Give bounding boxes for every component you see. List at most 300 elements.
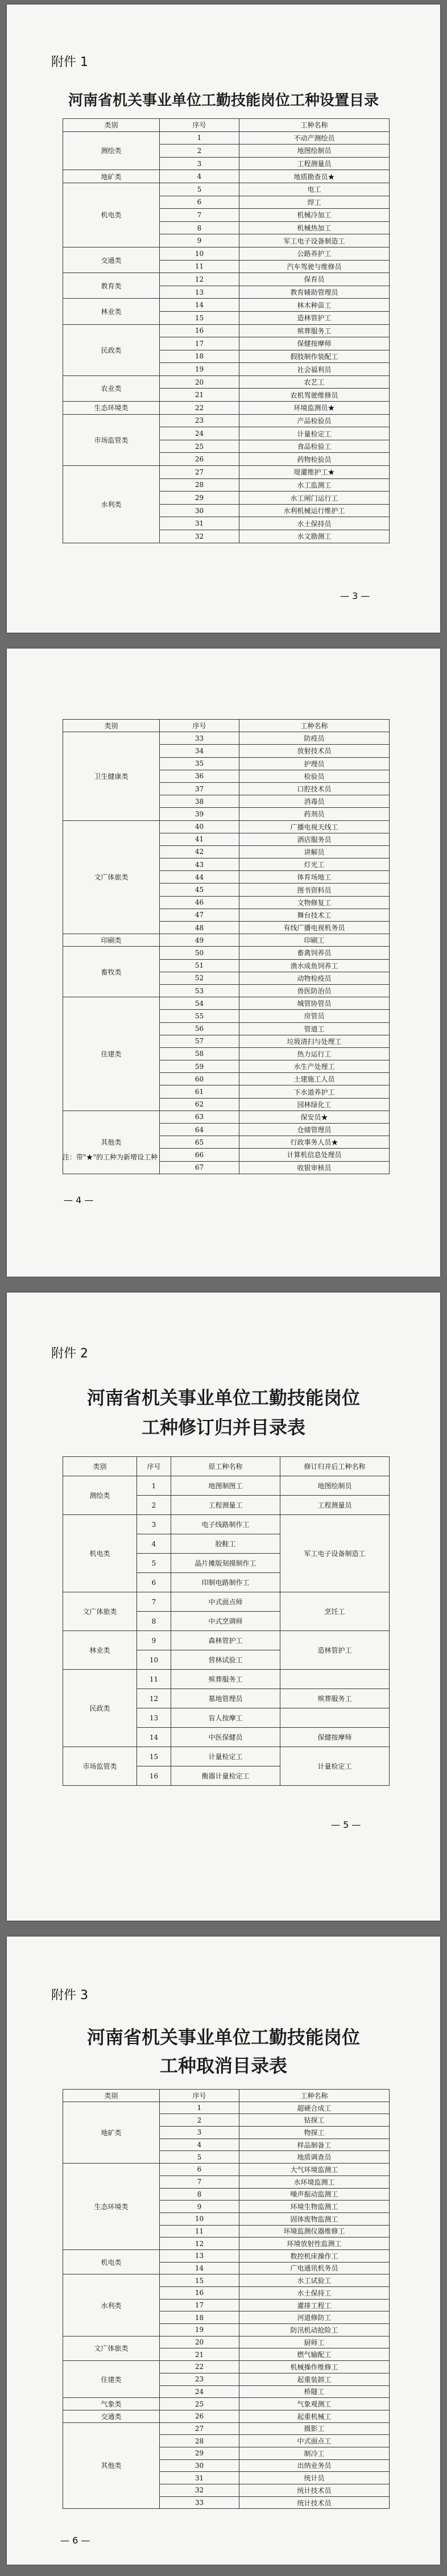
job-name-cell: 电子线路制作工 [171, 1515, 280, 1534]
category-cell: 教育类 [63, 273, 160, 299]
serial-number-cell: 6 [137, 1573, 171, 1592]
job-name-cell: 灌排工程工 [239, 2299, 390, 2311]
table-row [63, 2274, 390, 2287]
job-name-cell: 有线广播电视机务员 [239, 922, 390, 934]
serial-number-cell: 24 [160, 2385, 239, 2398]
serial-number-cell: 13 [160, 2249, 239, 2262]
job-name-cell: 殡葬服务工 [239, 324, 390, 337]
column-header: 工种名称 [239, 720, 390, 732]
serial-number-cell: 5 [160, 183, 239, 196]
serial-number-cell: 55 [160, 1010, 239, 1022]
job-name-cell: 造林管护工 [239, 311, 390, 324]
attachment-label: 附件 2 [51, 1347, 88, 1361]
serial-number-cell: 18 [160, 350, 239, 363]
job-name-cell: 晶片摊版刻摸制作工 [171, 1554, 280, 1573]
job-name-cell: 计量检定工 [239, 427, 390, 440]
job-name-cell: 防汛机动抢险工 [239, 2324, 390, 2336]
page-title-line-2: 工种修订归并目录表 [141, 1417, 305, 1438]
serial-number-cell: 39 [160, 808, 239, 820]
serial-number-cell: 28 [160, 2435, 239, 2447]
table-row [63, 131, 390, 145]
job-name-cell: 农艺工 [239, 375, 390, 389]
job-name-cell: 机械冷加工 [239, 209, 390, 222]
job-name-cell: 胶鞋工 [171, 1534, 280, 1554]
serial-number-cell: 11 [160, 260, 239, 273]
job-name-cell: 检验员 [239, 770, 390, 782]
serial-number-cell: 42 [160, 845, 239, 858]
table-row [63, 1592, 390, 1612]
column-header: 序号 [137, 1457, 171, 1476]
serial-number-cell: 15 [160, 311, 239, 324]
job-name-cell: 起重机械工 [239, 2410, 390, 2422]
serial-number-cell: 6 [160, 2164, 239, 2176]
serial-number-cell: 63 [160, 1111, 239, 1123]
category-cell: 交通类 [63, 2410, 160, 2422]
table-row [63, 1111, 390, 1123]
serial-number-cell: 2 [160, 2114, 239, 2127]
revised-name-cell: 地图绘制员 [280, 1476, 390, 1496]
serial-number-cell: 4 [137, 1534, 171, 1554]
serial-number-cell: 25 [160, 2398, 239, 2410]
job-name-cell: 超硬合成工 [239, 2102, 390, 2114]
serial-number-cell: 8 [160, 2188, 239, 2201]
job-name-cell: 统计技术员 [239, 2496, 390, 2509]
job-name-cell: 下水道养护工 [239, 1085, 390, 1098]
table-row [63, 997, 390, 1010]
revised-name-cell: 计量检定工 [280, 1747, 390, 1786]
job-name-cell: 假肢制作装配工 [239, 350, 390, 363]
serial-number-cell: 22 [160, 402, 239, 415]
job-name-cell: 中医保健员 [171, 1728, 280, 1747]
table-row [63, 183, 390, 196]
serial-number-cell: 15 [160, 2274, 239, 2287]
job-name-cell: 水土保持员 [239, 517, 390, 530]
serial-number-cell: 23 [160, 414, 239, 427]
serial-number-cell: 1 [160, 131, 239, 145]
job-name-cell: 电工 [239, 183, 390, 196]
category-cell: 水利类 [63, 2274, 160, 2336]
serial-number-cell: 66 [160, 1149, 239, 1161]
serial-number-cell: 44 [160, 871, 239, 884]
column-header: 序号 [160, 720, 239, 732]
job-name-cell: 统计员 [239, 2472, 390, 2484]
job-name-cell: 垃圾清扫与处理工 [239, 1035, 390, 1047]
revised-name-cell: 造林管护工 [280, 1631, 390, 1670]
table-row [63, 1476, 390, 1496]
job-name-cell: 灯光工 [239, 858, 390, 871]
serial-number-cell: 5 [137, 1554, 171, 1573]
job-name-cell: 农机驾驶维修员 [239, 389, 390, 402]
serial-number-cell: 65 [160, 1136, 239, 1149]
job-name-cell: 军工电子设备制造工 [239, 234, 390, 247]
revised-name-cell: 工程测量员 [280, 1496, 390, 1515]
serial-number-cell: 17 [160, 337, 239, 350]
table-header-row [63, 2090, 390, 2102]
column-header: 类别 [63, 2090, 160, 2102]
serial-number-cell: 51 [160, 959, 239, 972]
category-cell: 林业类 [63, 1631, 137, 1670]
table-row [63, 414, 390, 427]
table-row [63, 2102, 390, 2114]
serial-number-cell: 60 [160, 1073, 239, 1085]
attachment-label: 附件 1 [51, 55, 88, 69]
table-row [63, 2361, 390, 2373]
category-cell: 民政类 [63, 1670, 137, 1747]
serial-number-cell: 5 [160, 2151, 239, 2164]
job-name-cell: 印制电路制作工 [171, 1573, 280, 1592]
job-name-cell: 渔水成鱼饲养工 [239, 959, 390, 972]
job-name-cell: 气象观测工 [239, 2398, 390, 2410]
job-name-cell: 地图制图工 [171, 1476, 280, 1496]
job-name-cell: 公路养护工 [239, 247, 390, 260]
job-name-cell: 环境生物监测工 [239, 2201, 390, 2213]
job-name-cell: 制冷工 [239, 2447, 390, 2459]
serial-number-cell: 35 [160, 757, 239, 770]
revised-name-cell: 军工电子设备制造工 [280, 1515, 390, 1592]
serial-number-cell: 21 [160, 2348, 239, 2361]
table-row [63, 1631, 390, 1650]
serial-number-cell: 10 [160, 247, 239, 260]
serial-number-cell: 9 [137, 1631, 171, 1650]
table-row [63, 402, 390, 415]
job-name-cell: 工程测量员 [239, 157, 390, 170]
revised-name-cell: 保健按摩师 [280, 1728, 390, 1747]
page-title: 河南省机关事业单位工勤技能岗位工种设置目录 [68, 92, 379, 109]
serial-number-cell: 10 [160, 2212, 239, 2225]
job-type-table [63, 118, 390, 543]
category-cell: 住建类 [63, 2361, 160, 2398]
table-row [63, 466, 390, 479]
serial-number-cell: 9 [160, 234, 239, 247]
serial-number-cell: 56 [160, 1022, 239, 1035]
table-row [63, 947, 390, 959]
serial-number-cell: 20 [160, 375, 239, 389]
serial-number-cell: 7 [160, 209, 239, 222]
serial-number-cell: 18 [160, 2311, 239, 2324]
job-name-cell: 广播电视天线工 [239, 820, 390, 833]
job-name-cell: 水工闸门运行工 [239, 492, 390, 505]
revised-name-cell: 殡葬服务工 [280, 1689, 390, 1708]
serial-number-cell: 48 [160, 922, 239, 934]
table-header-row [63, 1457, 390, 1476]
table-row [63, 1670, 390, 1689]
column-header: 类别 [63, 119, 160, 132]
category-cell: 市场监管类 [63, 1747, 137, 1786]
job-name-cell: 水文勘测工 [239, 530, 390, 543]
page-title-line-2: 工种取消目录表 [159, 2055, 287, 2077]
category-cell: 生态环境类 [63, 402, 160, 415]
page-4 [7, 1937, 440, 2565]
job-name-cell: 噪声振动监测工 [239, 2188, 390, 2201]
job-name-cell: 食品检验工 [239, 440, 390, 453]
job-name-cell: 社会福利员 [239, 363, 390, 376]
job-name-cell: 地质勘查员★ [239, 170, 390, 183]
serial-number-cell: 12 [137, 1689, 171, 1708]
job-name-cell: 行政事务人员★ [239, 1136, 390, 1149]
job-name-cell: 文物修复工 [239, 896, 390, 909]
category-cell: 文广体旅类 [63, 820, 160, 934]
job-name-cell: 房管员 [239, 1010, 390, 1022]
serial-number-cell: 38 [160, 795, 239, 808]
job-name-cell: 消毒员 [239, 795, 390, 808]
category-cell: 测绘类 [63, 1476, 137, 1515]
serial-number-cell: 14 [160, 299, 239, 312]
serial-number-cell: 7 [137, 1592, 171, 1612]
serial-number-cell: 3 [160, 2127, 239, 2139]
serial-number-cell: 36 [160, 770, 239, 782]
job-name-cell: 放射技术员 [239, 745, 390, 757]
column-header: 修订归并后工种名称 [280, 1457, 390, 1476]
job-name-cell: 水工试验工 [239, 2274, 390, 2287]
column-header: 原工种名称 [171, 1457, 280, 1476]
table-row [63, 247, 390, 260]
job-name-cell: 防疫员 [239, 732, 390, 745]
category-cell: 农业类 [63, 375, 160, 401]
serial-number-cell: 54 [160, 997, 239, 1010]
table-header-row [63, 119, 390, 132]
serial-number-cell: 14 [160, 2262, 239, 2274]
page-title-line-1: 河南省机关事业单位工勤技能岗位 [86, 1387, 360, 1409]
table-row [63, 273, 390, 286]
job-name-cell: 环境监测员★ [239, 402, 390, 415]
column-header: 序号 [160, 119, 239, 132]
job-name-cell: 舞台技术工 [239, 909, 390, 921]
job-name-cell: 机械热加工 [239, 221, 390, 234]
category-cell: 卫生健康类 [63, 732, 160, 820]
revised-name-cell: 烹饪工 [280, 1592, 390, 1631]
serial-number-cell: 33 [160, 732, 239, 745]
page-number: — 5 — [331, 1819, 361, 1830]
table-header-row [63, 720, 390, 732]
job-name-cell: 保育员 [239, 273, 390, 286]
job-name-cell: 城管协管员 [239, 997, 390, 1010]
serial-number-cell: 58 [160, 1047, 239, 1060]
table-row [63, 2410, 390, 2422]
job-name-cell: 堤灌维护工★ [239, 466, 390, 479]
job-name-cell: 水利机械运行维护工 [239, 504, 390, 517]
job-name-cell: 厨师工 [239, 2336, 390, 2348]
job-name-cell: 不动产测绘员 [239, 131, 390, 145]
category-cell: 机电类 [63, 2249, 160, 2274]
job-name-cell: 保健按摩师 [239, 337, 390, 350]
serial-number-cell: 27 [160, 466, 239, 479]
job-name-cell: 图书资料员 [239, 884, 390, 896]
column-header: 类别 [63, 1457, 137, 1476]
table-row [63, 934, 390, 947]
table-row [63, 820, 390, 833]
job-name-cell: 林木种苗工 [239, 299, 390, 312]
serial-number-cell: 28 [160, 478, 239, 492]
serial-number-cell: 37 [160, 782, 239, 795]
serial-number-cell: 21 [160, 389, 239, 402]
table-row [63, 324, 390, 337]
job-name-cell: 数控机床操作工 [239, 2249, 390, 2262]
category-cell: 市场监管类 [63, 414, 160, 465]
category-cell: 其他类 [63, 1111, 160, 1174]
job-name-cell: 汽车驾驶与维修员 [239, 260, 390, 273]
category-cell: 测绘类 [63, 131, 160, 170]
category-cell: 气象类 [63, 2398, 160, 2410]
column-header: 类别 [63, 720, 160, 732]
job-name-cell: 营林试验工 [171, 1650, 280, 1670]
job-name-cell: 森林管护工 [171, 1631, 280, 1650]
job-name-cell: 中式面点工 [239, 2435, 390, 2447]
job-name-cell: 大气环境监测工 [239, 2164, 390, 2176]
table-row [63, 2336, 390, 2348]
job-name-cell: 药物检验员 [239, 453, 390, 466]
serial-number-cell: 2 [137, 1496, 171, 1515]
table-row [63, 1747, 390, 1766]
job-name-cell: 讲解员 [239, 845, 390, 858]
serial-number-cell: 53 [160, 984, 239, 997]
job-name-cell: 固体废物监测工 [239, 2212, 390, 2225]
serial-number-cell: 4 [160, 2139, 239, 2151]
job-name-cell: 环境监测仪器维修工 [239, 2225, 390, 2238]
serial-number-cell: 11 [160, 2225, 239, 2238]
serial-number-cell: 7 [160, 2175, 239, 2188]
serial-number-cell: 30 [160, 504, 239, 517]
category-cell: 地矿类 [63, 2102, 160, 2163]
serial-number-cell: 19 [160, 2324, 239, 2336]
serial-number-cell: 25 [160, 440, 239, 453]
job-name-cell: 摄影工 [239, 2422, 390, 2435]
job-name-cell: 计量检定工 [171, 1747, 280, 1766]
job-name-cell: 物探工 [239, 2127, 390, 2139]
cancelled-table [63, 2089, 390, 2509]
serial-number-cell: 12 [160, 273, 239, 286]
serial-number-cell: 52 [160, 972, 239, 984]
serial-number-cell: 16 [160, 324, 239, 337]
job-name-cell: 动物检疫员 [239, 972, 390, 984]
serial-number-cell: 31 [160, 2472, 239, 2484]
category-cell: 机电类 [63, 1515, 137, 1592]
job-name-cell: 兽医防治员 [239, 984, 390, 997]
page-title-line-1: 河南省机关事业单位工勤技能岗位 [86, 2026, 360, 2048]
serial-number-cell: 26 [160, 453, 239, 466]
category-cell: 交通类 [63, 247, 160, 273]
page-1 [7, 5, 440, 633]
column-header: 工种名称 [239, 2090, 390, 2102]
job-name-cell: 钻探工 [239, 2114, 390, 2127]
category-cell: 生态环境类 [63, 2164, 160, 2250]
job-name-cell: 焊工 [239, 196, 390, 209]
serial-number-cell: 15 [137, 1747, 171, 1766]
serial-number-cell: 46 [160, 896, 239, 909]
job-name-cell: 水环境监测工 [239, 2175, 390, 2188]
job-name-cell: 收银审核员 [239, 1161, 390, 1174]
attachment-label: 附件 3 [51, 1988, 88, 2003]
serial-number-cell: 12 [160, 2238, 239, 2250]
serial-number-cell: 41 [160, 833, 239, 845]
column-header: 工种名称 [239, 119, 390, 132]
serial-number-cell: 1 [160, 2102, 239, 2114]
category-cell: 印刷类 [63, 934, 160, 947]
job-name-cell: 热力运行工 [239, 1047, 390, 1060]
serial-number-cell: 22 [160, 2361, 239, 2373]
serial-number-cell: 62 [160, 1098, 239, 1111]
job-name-cell: 殡葬服务工 [171, 1670, 280, 1689]
serial-number-cell: 14 [137, 1728, 171, 1747]
job-name-cell: 计算机信息处理员 [239, 1149, 390, 1161]
job-name-cell: 地图绘制员 [239, 145, 390, 158]
serial-number-cell: 17 [160, 2299, 239, 2311]
job-name-cell: 水土保持工 [239, 2287, 390, 2300]
job-name-cell: 河道修防工 [239, 2311, 390, 2324]
table-row [63, 2422, 390, 2435]
category-cell: 其他类 [63, 2422, 160, 2509]
page-number: — 3 — [340, 591, 370, 601]
page-number: — 4 — [64, 1195, 94, 1206]
serial-number-cell: 11 [137, 1670, 171, 1689]
job-name-cell: 印刷工 [239, 934, 390, 947]
table-row [63, 299, 390, 312]
serial-number-cell: 27 [160, 2422, 239, 2435]
serial-number-cell: 45 [160, 884, 239, 896]
serial-number-cell: 4 [160, 170, 239, 183]
column-header: 序号 [160, 2090, 239, 2102]
revised-name-cell [280, 1708, 390, 1728]
job-name-cell: 盲人按摩工 [171, 1708, 280, 1728]
job-name-cell: 工程测量工 [171, 1496, 280, 1515]
serial-number-cell: 67 [160, 1161, 239, 1174]
serial-number-cell: 8 [137, 1612, 171, 1631]
serial-number-cell: 20 [160, 2336, 239, 2348]
job-name-cell: 园林绿化工 [239, 1098, 390, 1111]
category-cell: 林业类 [63, 299, 160, 324]
job-name-cell: 畜禽饲养员 [239, 947, 390, 959]
job-name-cell: 药剂员 [239, 808, 390, 820]
job-name-cell: 仓储管理员 [239, 1124, 390, 1136]
serial-number-cell: 49 [160, 934, 239, 947]
serial-number-cell: 10 [137, 1650, 171, 1670]
serial-number-cell: 47 [160, 909, 239, 921]
page-3 [7, 1293, 440, 1921]
job-name-cell: 燃气输配工 [239, 2348, 390, 2361]
job-name-cell: 样品制备工 [239, 2139, 390, 2151]
category-cell: 地矿类 [63, 170, 160, 183]
category-cell: 民政类 [63, 324, 160, 375]
serial-number-cell: 33 [160, 2496, 239, 2509]
job-name-cell: 管道工 [239, 1022, 390, 1035]
table-row [63, 2164, 390, 2176]
job-name-cell: 体育场地工 [239, 871, 390, 884]
serial-number-cell: 3 [137, 1515, 171, 1534]
job-name-cell: 机械操作维修工 [239, 2361, 390, 2373]
job-name-cell: 水生产处理工 [239, 1060, 390, 1073]
table-row [63, 2249, 390, 2262]
serial-number-cell: 9 [160, 2201, 239, 2213]
revised-name-cell [280, 1670, 390, 1689]
footnote: 注：带"★"的工种为新增设工种 [63, 1153, 158, 1161]
table-row [63, 375, 390, 389]
serial-number-cell: 24 [160, 427, 239, 440]
serial-number-cell: 16 [160, 2287, 239, 2300]
serial-number-cell: 57 [160, 1035, 239, 1047]
serial-number-cell: 30 [160, 2459, 239, 2472]
job-name-cell: 广电通讯机务员 [239, 2262, 390, 2274]
table-row [63, 1515, 390, 1534]
job-name-cell: 起重装卸工 [239, 2373, 390, 2385]
job-name-cell: 墓地管理员 [171, 1689, 280, 1708]
job-name-cell: 衡器计量检定工 [171, 1766, 280, 1786]
serial-number-cell: 8 [160, 221, 239, 234]
job-name-cell: 地质调查员 [239, 2151, 390, 2164]
serial-number-cell: 1 [137, 1476, 171, 1496]
job-type-table [63, 719, 390, 1174]
page-2 [7, 649, 440, 1277]
serial-number-cell: 61 [160, 1085, 239, 1098]
category-cell: 住建类 [63, 997, 160, 1111]
